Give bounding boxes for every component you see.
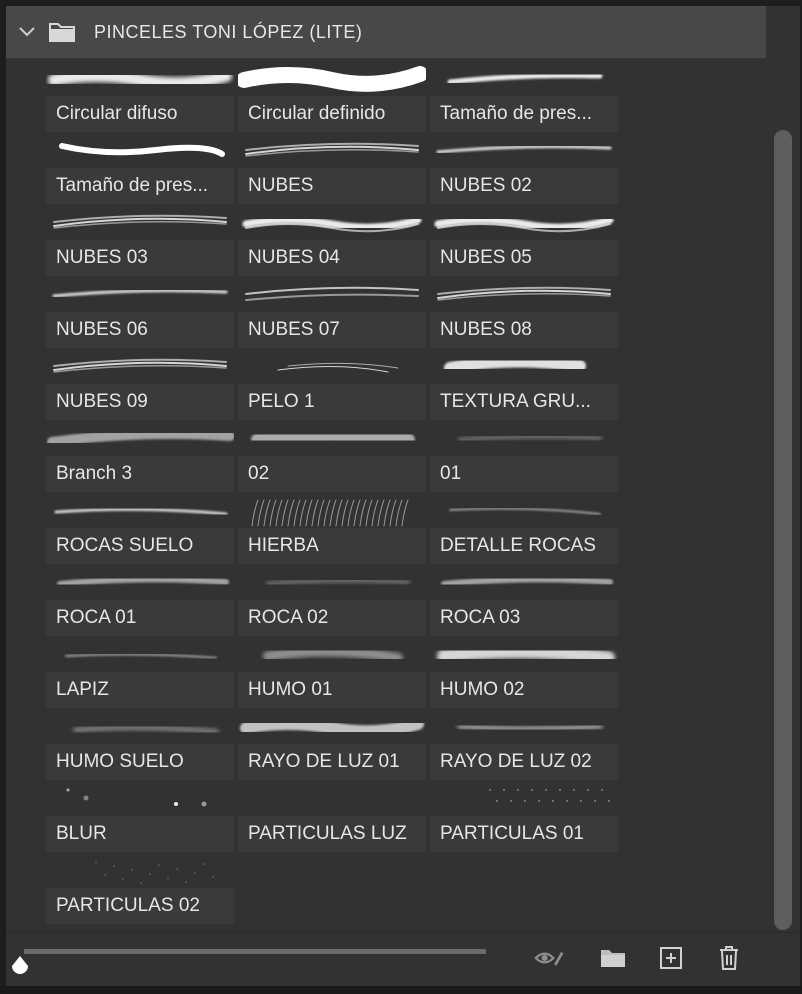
- brush-stroke-preview: [238, 280, 426, 312]
- brush-stroke-preview: [46, 640, 234, 672]
- brush-preview: [46, 424, 234, 456]
- scrollbar-track[interactable]: [774, 130, 792, 930]
- brush-label: Circular definido: [238, 96, 426, 132]
- slider-handle-icon[interactable]: [10, 955, 30, 975]
- brush-preview: [238, 496, 426, 528]
- brush-stroke-preview: [238, 712, 426, 744]
- brush-grid: [46, 64, 626, 924]
- brush-label: NUBES 04: [238, 240, 426, 276]
- brush-tile[interactable]: [238, 784, 426, 852]
- brush-stroke-preview: [46, 712, 234, 744]
- brush-label: NUBES 08: [430, 312, 618, 348]
- brush-stroke-preview: [46, 784, 234, 816]
- brush-label: Circular difuso: [46, 96, 234, 132]
- brush-preview: [430, 784, 618, 816]
- brush-tile[interactable]: [238, 424, 426, 492]
- panel-bottom-border: [0, 986, 802, 994]
- brush-tile[interactable]: [238, 208, 426, 276]
- brush-preview: [430, 280, 618, 312]
- brush-stroke-preview: [46, 424, 234, 456]
- brush-label: PELO 1: [238, 384, 426, 420]
- brush-tile[interactable]: [238, 64, 426, 132]
- brush-stroke-preview: [430, 280, 618, 312]
- brush-tile[interactable]: [238, 496, 426, 564]
- brush-label: TEXTURA GRU...: [430, 384, 618, 420]
- brush-label: PARTICULAS 02: [46, 888, 234, 924]
- brush-preview: [46, 712, 234, 744]
- brush-tile[interactable]: [430, 784, 618, 852]
- brush-preview: [46, 208, 234, 240]
- brush-tile[interactable]: [430, 568, 618, 636]
- brush-panel: [6, 6, 800, 986]
- brush-label: RAYO DE LUZ 02: [430, 744, 618, 780]
- brush-tile[interactable]: [238, 280, 426, 348]
- brush-label: HUMO 02: [430, 672, 618, 708]
- brush-tile[interactable]: [430, 136, 618, 204]
- brush-preview: [430, 208, 618, 240]
- brush-preview: [238, 280, 426, 312]
- brush-label: Tamaño de pres...: [46, 168, 234, 204]
- brush-label: Branch 3: [46, 456, 234, 492]
- brush-label: 01: [430, 456, 618, 492]
- brush-stroke-preview: [46, 856, 234, 888]
- brush-tile[interactable]: [46, 856, 234, 924]
- brush-label: NUBES: [238, 168, 426, 204]
- brush-stroke-preview: [430, 424, 618, 456]
- brush-stroke-preview: [430, 208, 618, 240]
- brush-preview: [46, 640, 234, 672]
- brush-stroke-preview: [238, 352, 426, 384]
- brush-preview: [430, 424, 618, 456]
- brush-preview: [430, 136, 618, 168]
- brush-preview: [238, 136, 426, 168]
- brush-tile[interactable]: [430, 424, 618, 492]
- brush-tile[interactable]: [430, 280, 618, 348]
- brush-label: ROCA 03: [430, 600, 618, 636]
- brush-preview: [46, 568, 234, 600]
- brush-label: HUMO 01: [238, 672, 426, 708]
- brush-tile[interactable]: [46, 280, 234, 348]
- brush-label: NUBES 03: [46, 240, 234, 276]
- brush-tile[interactable]: [46, 208, 234, 276]
- brush-tile[interactable]: [238, 568, 426, 636]
- brush-preview: [46, 352, 234, 384]
- brush-preview: [238, 712, 426, 744]
- brush-label: DETALLE ROCAS: [430, 528, 618, 564]
- trash-icon[interactable]: [714, 943, 744, 973]
- brush-stroke-preview: [46, 496, 234, 528]
- brush-preview: [430, 496, 618, 528]
- brush-preview: [46, 64, 234, 96]
- brush-stroke-preview: [430, 136, 618, 168]
- brush-label: PARTICULAS LUZ: [238, 816, 426, 852]
- folder-icon: [48, 21, 78, 43]
- brush-label: NUBES 05: [430, 240, 618, 276]
- brush-tile[interactable]: [46, 784, 234, 852]
- brush-preview: [46, 784, 234, 816]
- brush-stroke-preview: [46, 568, 234, 600]
- brush-preview: [430, 640, 618, 672]
- brush-tile[interactable]: [238, 640, 426, 708]
- brush-tile[interactable]: [46, 568, 234, 636]
- brush-preview: [238, 64, 426, 96]
- brush-stroke-preview: [238, 64, 426, 96]
- brush-tile[interactable]: [430, 208, 618, 276]
- brush-preview: [238, 784, 426, 816]
- brush-stroke-preview: [238, 568, 426, 600]
- brush-label: ROCA 02: [238, 600, 426, 636]
- brush-preview: [430, 352, 618, 384]
- brush-stroke-preview: [46, 136, 234, 168]
- brush-stroke-preview: [238, 640, 426, 672]
- chevron-down-icon[interactable]: [16, 21, 38, 43]
- brush-tile[interactable]: [430, 496, 618, 564]
- brush-stroke-preview: [46, 208, 234, 240]
- eye-brush-icon[interactable]: [534, 943, 564, 973]
- brush-stroke-preview: [430, 568, 618, 600]
- brush-stroke-preview: [238, 208, 426, 240]
- brush-label: Tamaño de pres...: [430, 96, 618, 132]
- brush-stroke-preview: [430, 712, 618, 744]
- brush-preview: [46, 136, 234, 168]
- brush-stroke-preview: [46, 280, 234, 312]
- brush-stroke-preview: [238, 784, 426, 816]
- brush-preview: [46, 496, 234, 528]
- brush-size-slider[interactable]: [24, 949, 486, 954]
- brush-preview: [238, 424, 426, 456]
- brush-tile[interactable]: [430, 352, 618, 420]
- brush-group-header[interactable]: [6, 6, 766, 58]
- brush-preview: [238, 640, 426, 672]
- brush-stroke-preview: [46, 64, 234, 96]
- brush-stroke-preview: [430, 352, 618, 384]
- brush-label: BLUR: [46, 816, 234, 852]
- brush-label: NUBES 09: [46, 384, 234, 420]
- brush-tile[interactable]: [46, 352, 234, 420]
- brush-label: ROCAS SUELO: [46, 528, 234, 564]
- brush-tile[interactable]: [46, 712, 234, 780]
- brush-label: NUBES 02: [430, 168, 618, 204]
- brush-preview: [46, 280, 234, 312]
- brush-label: NUBES 06: [46, 312, 234, 348]
- brush-tile[interactable]: [46, 136, 234, 204]
- brush-label: HUMO SUELO: [46, 744, 234, 780]
- brush-preview: [238, 208, 426, 240]
- brush-tile[interactable]: [238, 136, 426, 204]
- brush-tile[interactable]: [430, 64, 618, 132]
- brush-stroke-preview: [430, 64, 618, 96]
- brush-preview: [430, 712, 618, 744]
- brush-label: HIERBA: [238, 528, 426, 564]
- brush-stroke-preview: [46, 352, 234, 384]
- brush-preview: [430, 64, 618, 96]
- brush-stroke-preview: [430, 640, 618, 672]
- brush-tile[interactable]: [46, 640, 234, 708]
- brush-preview: [430, 568, 618, 600]
- brush-stroke-preview: [430, 496, 618, 528]
- brush-label: ROCA 01: [46, 600, 234, 636]
- panel-footer: [6, 932, 800, 987]
- brush-label: PARTICULAS 01: [430, 816, 618, 852]
- brush-tile[interactable]: [46, 64, 234, 132]
- scrollbar-thumb[interactable]: [774, 130, 792, 930]
- brush-preview: [46, 856, 234, 888]
- brush-tile[interactable]: [430, 640, 618, 708]
- brush-group-title: PINCELES TONI LÓPEZ (LITE): [94, 21, 363, 42]
- brush-label: NUBES 07: [238, 312, 426, 348]
- brush-stroke-preview: [430, 784, 618, 816]
- brush-tile[interactable]: [46, 424, 234, 492]
- brush-label: RAYO DE LUZ 01: [238, 744, 426, 780]
- brush-stroke-preview: [238, 136, 426, 168]
- brush-tile[interactable]: [46, 496, 234, 564]
- brush-label: LAPIZ: [46, 672, 234, 708]
- brush-stroke-preview: [238, 424, 426, 456]
- brush-label: 02: [238, 456, 426, 492]
- brush-tile[interactable]: [430, 712, 618, 780]
- brush-tile[interactable]: [238, 712, 426, 780]
- new-group-folder-icon[interactable]: [598, 943, 628, 973]
- brush-tile[interactable]: [238, 352, 426, 420]
- plus-square-icon[interactable]: [656, 943, 686, 973]
- brush-preview: [238, 352, 426, 384]
- brush-stroke-preview: [238, 496, 426, 528]
- brush-preview: [238, 568, 426, 600]
